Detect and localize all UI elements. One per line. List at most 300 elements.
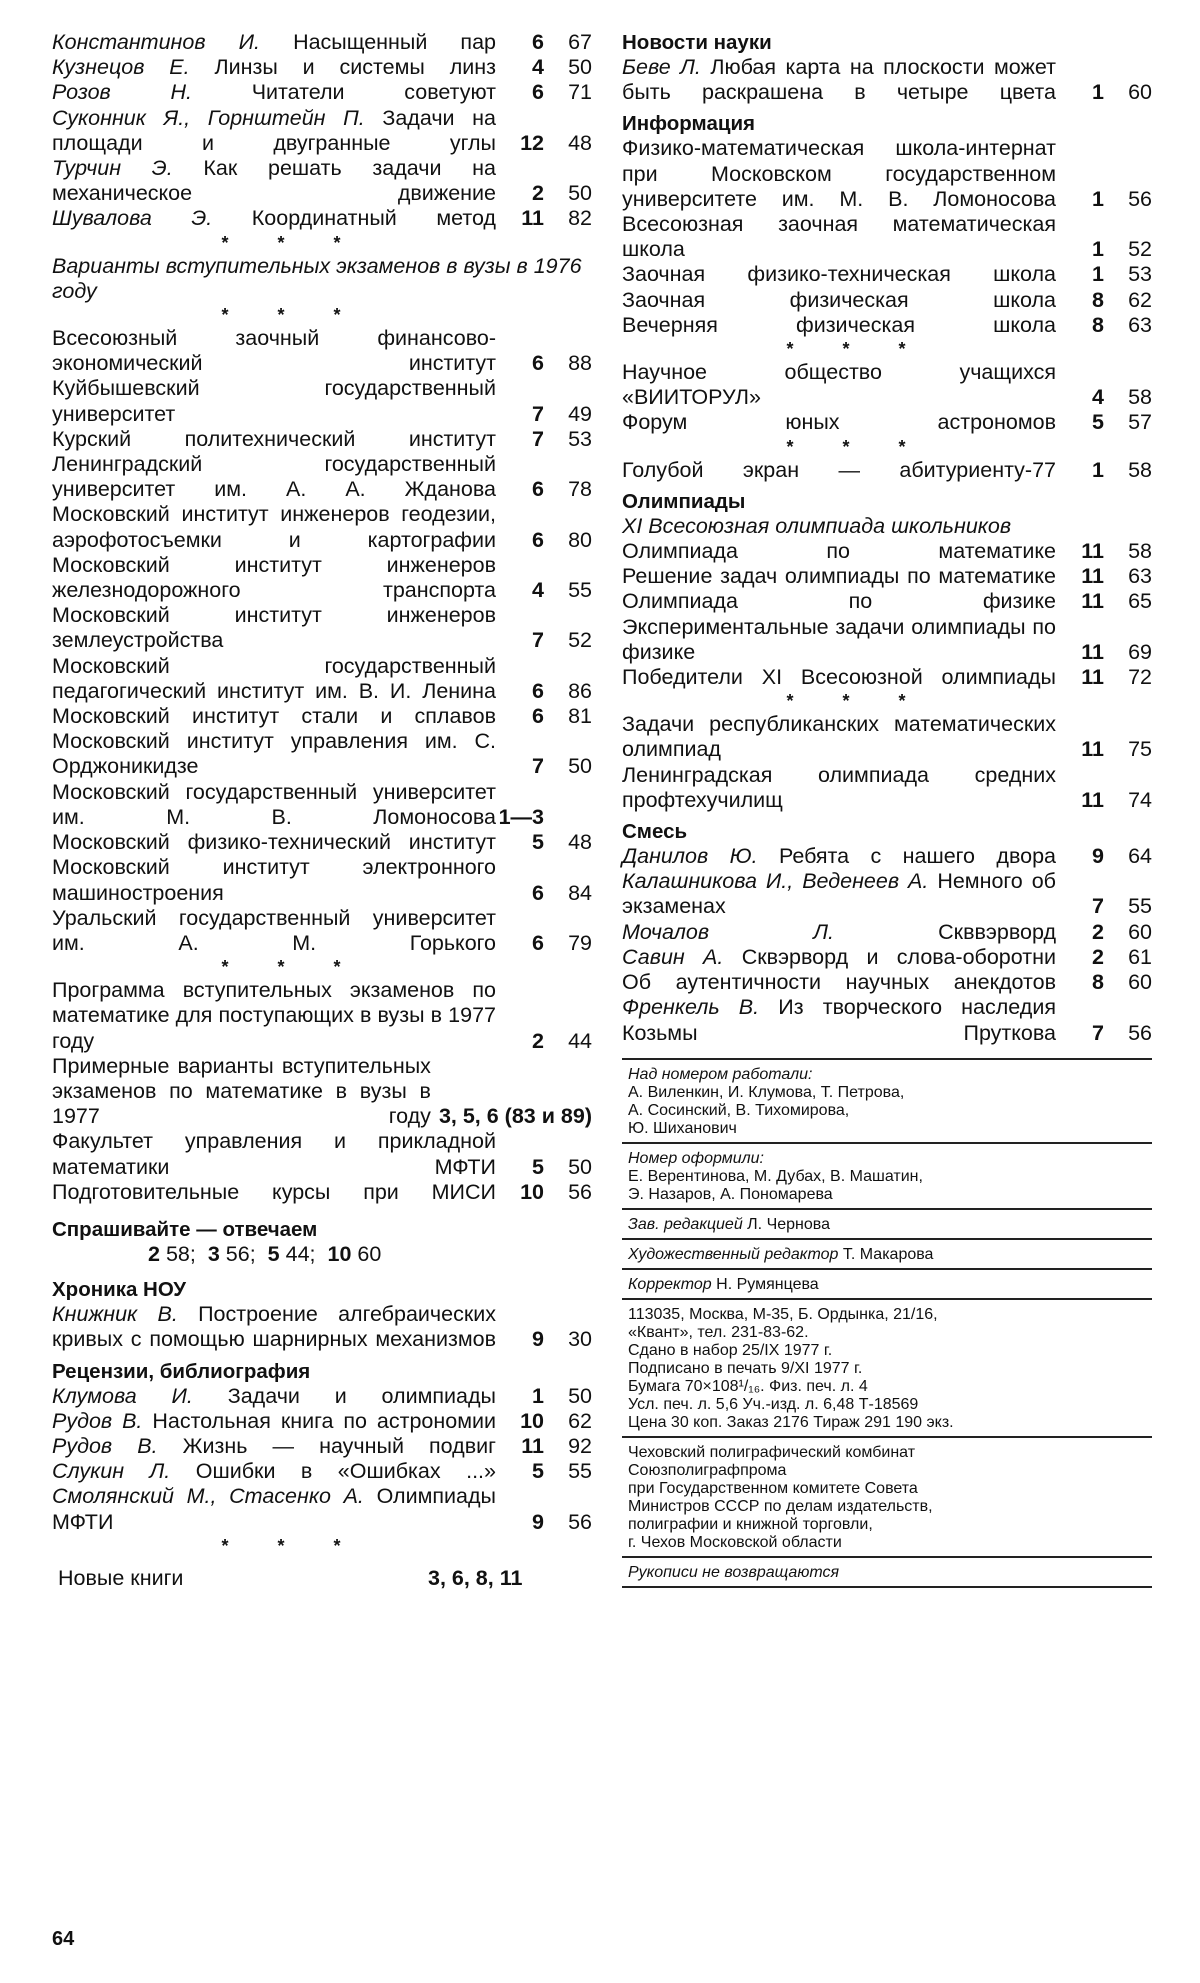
stars-divider: * * * bbox=[221, 305, 363, 326]
entry-page: 52 bbox=[1128, 237, 1152, 262]
index-entry bbox=[52, 30, 592, 55]
entry-text: Задачи на площади и двугранные углы bbox=[52, 105, 496, 155]
entry-page: 57 bbox=[1128, 410, 1152, 435]
masthead-line: Союзполиграфпрома bbox=[628, 1461, 787, 1479]
ask-ref: 3 56; bbox=[207, 1241, 256, 1266]
entry-text: Решение задач олимпиады по математике bbox=[622, 564, 1056, 589]
entry-page: 84 bbox=[568, 880, 592, 905]
index-entry bbox=[52, 729, 592, 779]
masthead-worked bbox=[622, 1060, 1152, 1144]
reviews-list bbox=[52, 1384, 592, 1535]
art-editor-name: Т. Макарова bbox=[842, 1245, 934, 1263]
entry-text: Уральский государственный университет им. А. М. Горького bbox=[52, 905, 496, 955]
entry-text: Ребята с нашего двора bbox=[778, 844, 1056, 869]
entry-page: 30 bbox=[568, 1327, 592, 1352]
index-entry bbox=[622, 410, 1152, 435]
corrector-name: Н. Румянцева bbox=[716, 1275, 819, 1293]
masthead bbox=[622, 1058, 1152, 1588]
entry-title bbox=[622, 539, 1056, 564]
entry-title bbox=[622, 945, 1056, 970]
stars-divider: * * * bbox=[786, 436, 928, 457]
entry-text: Немного об экзаменах bbox=[622, 869, 1056, 919]
entry-author: Суконник Я., Горнштейн П. bbox=[52, 105, 365, 130]
info-list bbox=[622, 136, 1152, 338]
entry-text: Жизнь — научный подвиг bbox=[182, 1433, 496, 1458]
masthead-manuscripts bbox=[622, 1558, 1152, 1588]
entry-issue: 7 bbox=[1092, 894, 1104, 919]
entry-issue: 7 bbox=[532, 754, 544, 779]
index-entry bbox=[622, 970, 1152, 995]
page-number: 64 bbox=[52, 1928, 75, 1950]
entry-text: Линзы и системы линз bbox=[214, 55, 496, 80]
entry-page: 75 bbox=[1128, 737, 1152, 762]
reviews-heading: Рецензии, библиография bbox=[52, 1359, 311, 1383]
index-entry bbox=[52, 1384, 592, 1409]
entry-issue: 6 bbox=[532, 351, 544, 376]
olymp-heading: Олимпиады bbox=[622, 489, 746, 513]
entry-title bbox=[622, 589, 1056, 614]
entry-issue: 11 bbox=[1081, 564, 1104, 589]
entry-text: Координатный метод bbox=[251, 206, 496, 231]
entry-page: 50 bbox=[568, 1154, 592, 1179]
entry-text: Московский институт электронного машиностроения bbox=[52, 855, 496, 905]
entry-page: 61 bbox=[1128, 944, 1152, 969]
entry-issue: 1 bbox=[1092, 262, 1104, 287]
index-entry bbox=[622, 995, 1152, 1045]
entry-issue: 10 bbox=[520, 1179, 544, 1204]
masthead-line: Чеховский полиграфический комбинат bbox=[628, 1443, 916, 1461]
entry-issue: 11 bbox=[521, 206, 544, 231]
entry-page: 55 bbox=[568, 578, 592, 603]
stars-divider: * * * bbox=[786, 691, 928, 712]
index-entry bbox=[52, 206, 592, 231]
entry-text: Из творческого наследия Козьмы Пруткова bbox=[622, 995, 1056, 1045]
entry-text: Об аутентичности научных анекдотов bbox=[622, 970, 1056, 995]
entry-title bbox=[622, 920, 1056, 945]
entry-issue: 9 bbox=[532, 1327, 544, 1352]
entry-text: Как решать задачи на механическое движение bbox=[52, 156, 496, 206]
entry-title bbox=[52, 206, 496, 231]
entry-title bbox=[52, 1054, 431, 1130]
entry-title bbox=[52, 30, 496, 55]
entry-issue: 6 bbox=[532, 80, 544, 105]
entry-issue: 11 bbox=[1081, 539, 1104, 564]
entry-text: Олимпиады МФТИ bbox=[52, 1484, 496, 1534]
entry-issue: 11 bbox=[1081, 737, 1104, 762]
entry-issue: 7 bbox=[532, 628, 544, 653]
entry-text: Вечерняя физическая школа bbox=[622, 312, 1056, 337]
entry-page: 60 bbox=[1128, 970, 1152, 995]
entry-issue: 5 bbox=[532, 830, 544, 855]
entry-title bbox=[52, 830, 496, 855]
entry-issue: 5 bbox=[532, 1154, 544, 1179]
entry-issue: 11 bbox=[1081, 787, 1104, 812]
entry-title bbox=[52, 1384, 496, 1409]
entry-issue: 6 bbox=[532, 477, 544, 502]
entry-author: Мочалов Л. bbox=[622, 919, 834, 944]
entry-text: Московский институт инженеров геодезии, аэрофотосъемки и картографии bbox=[52, 502, 496, 552]
olymp-list-2 bbox=[622, 712, 1152, 813]
index-entry bbox=[52, 106, 592, 156]
entry-text: Построение алгебраических кривых с помощью шарнирных механизмов bbox=[52, 1302, 496, 1352]
entry-issue: 8 bbox=[1092, 970, 1104, 995]
stars-divider: * * * bbox=[786, 339, 928, 360]
universities-list bbox=[52, 326, 592, 956]
entry-text: Задачи республиканских математических олимпиад bbox=[622, 712, 1056, 762]
entry-page: 52 bbox=[568, 628, 592, 653]
entry-title bbox=[622, 410, 1056, 435]
entry-title bbox=[622, 458, 1056, 483]
variants-heading: Варианты вступительных экзаменов в вузы в 1976 году bbox=[52, 253, 582, 303]
entry-issue: 6 bbox=[532, 930, 544, 955]
entry-author: Книжник В. bbox=[52, 1302, 178, 1327]
entry-title bbox=[622, 564, 1056, 589]
entry-issue: 6 bbox=[532, 30, 544, 54]
entry-page: 88 bbox=[568, 351, 592, 376]
index-entry bbox=[622, 136, 1152, 212]
index-entry bbox=[622, 288, 1152, 313]
entry-title bbox=[52, 906, 496, 956]
index-entry bbox=[52, 978, 592, 1054]
entry-issue: 12 bbox=[520, 130, 544, 155]
stars-divider: * * * bbox=[221, 232, 363, 253]
masthead-line: Бумага 70×108¹/₁₆. Физ. печ. л. 4 bbox=[628, 1377, 868, 1395]
index-entry bbox=[52, 553, 592, 603]
entry-title bbox=[52, 1180, 496, 1205]
entry-issue: 4 bbox=[532, 55, 544, 80]
left-column bbox=[52, 30, 592, 1591]
entry-page: 79 bbox=[568, 930, 592, 955]
entry-text: Физико-математическая школа-интернат при Московском государственном университете им. М. В. Ломоносова bbox=[622, 136, 1056, 211]
entry-issue: 8 bbox=[1092, 287, 1104, 312]
entry-issue: 3, 5, 6 (83 и 89) bbox=[438, 1104, 592, 1129]
index-entry bbox=[52, 1409, 592, 1434]
index-entry bbox=[52, 855, 592, 905]
entry-title bbox=[52, 106, 496, 156]
entry-page: 92 bbox=[568, 1433, 592, 1458]
entry-text: Насыщенный пар bbox=[293, 30, 496, 54]
worked-names: А. Сосинский, В. Тихомирова, bbox=[628, 1101, 850, 1119]
index-entry bbox=[52, 1180, 592, 1205]
masthead-line: Цена 30 коп. Заказ 2176 Тираж 291 190 экз. bbox=[628, 1413, 954, 1431]
entry-title bbox=[52, 654, 496, 704]
entry-page: 62 bbox=[1128, 287, 1152, 312]
masthead-line: Усл. печ. л. 5,6 Уч.-изд. л. 6,48 Т-18569 bbox=[628, 1395, 919, 1413]
masthead-editor bbox=[622, 1210, 1152, 1240]
masthead-line: «Квант», тел. 231-83-62. bbox=[628, 1323, 809, 1341]
entry-text: Заочная физическая школа bbox=[622, 287, 1056, 312]
editor-name: Л. Чернова bbox=[747, 1215, 830, 1233]
ask-refs bbox=[52, 1242, 592, 1267]
entry-title bbox=[52, 1409, 496, 1434]
index-entry bbox=[622, 920, 1152, 945]
entry-issue: 1 bbox=[532, 1383, 544, 1408]
entry-page: 67 bbox=[568, 30, 592, 54]
masthead-design bbox=[622, 1144, 1152, 1210]
entry-title bbox=[52, 553, 496, 603]
entry-page: 74 bbox=[1128, 787, 1152, 812]
entry-page: 49 bbox=[568, 401, 592, 426]
entry-text: Настольная книга по астрономии bbox=[152, 1408, 496, 1433]
chronicle-heading: Хроника НОУ bbox=[52, 1278, 187, 1302]
ask-heading: Спрашивайте — отвечаем bbox=[52, 1217, 318, 1241]
entry-issue: 11 bbox=[1081, 639, 1104, 664]
masthead-corrector bbox=[622, 1270, 1152, 1300]
index-entry bbox=[622, 212, 1152, 262]
index-entry bbox=[622, 665, 1152, 690]
entry-page: 53 bbox=[568, 426, 592, 451]
entry-page: 62 bbox=[568, 1408, 592, 1433]
entry-issue: 1 bbox=[1092, 80, 1104, 105]
entry-text: Всесоюзная заочная математическая школа bbox=[622, 212, 1056, 262]
entry-text: Московский институт инженеров землеустройства bbox=[52, 603, 496, 653]
masthead-line: Подписано в печать 9/XI 1977 г. bbox=[628, 1359, 863, 1377]
index-entry bbox=[52, 654, 592, 704]
entry-title bbox=[622, 55, 1056, 105]
entry-text: Читатели советуют bbox=[251, 80, 496, 105]
entry-page: 69 bbox=[1128, 639, 1152, 664]
entry-title bbox=[622, 360, 1056, 410]
entry-title bbox=[622, 712, 1056, 762]
entry-author: Клумова И. bbox=[52, 1383, 193, 1408]
entry-text: Московский институт стали и сплавов bbox=[52, 704, 496, 729]
new-books-row bbox=[52, 1565, 592, 1591]
ask-ref: 2 58; bbox=[148, 1241, 196, 1266]
index-entry bbox=[622, 360, 1152, 410]
entry-title bbox=[622, 665, 1056, 690]
design-label: Номер оформили: bbox=[628, 1149, 764, 1167]
entry-issue: 6 bbox=[532, 678, 544, 703]
entry-text: Заочная физико-техническая школа bbox=[622, 262, 1056, 287]
entry-page: 55 bbox=[1128, 894, 1152, 919]
entry-title bbox=[52, 55, 496, 80]
stars-divider: * * * bbox=[221, 957, 363, 978]
entry-text: Ошибки в «Ошибках ...» bbox=[195, 1459, 496, 1484]
masthead-line: Сдано в набор 25/IX 1977 г. bbox=[628, 1341, 833, 1359]
entry-issue: 6 bbox=[532, 527, 544, 552]
right-column bbox=[622, 30, 1152, 1588]
entry-title bbox=[52, 80, 496, 105]
index-entry bbox=[622, 262, 1152, 287]
misc-heading: Смесь bbox=[622, 820, 688, 844]
entry-page: 60 bbox=[1128, 919, 1152, 944]
entry-text: Куйбышевский государственный университет bbox=[52, 376, 496, 426]
entry-author: Смолянский М., Стасенко А. bbox=[52, 1484, 364, 1509]
entry-text: Задачи и олимпиады bbox=[227, 1383, 496, 1408]
index-entry bbox=[52, 376, 592, 426]
entry-page: 58 bbox=[1128, 457, 1152, 482]
index-entry bbox=[622, 615, 1152, 665]
entry-page: 56 bbox=[1128, 1020, 1152, 1045]
entry-text: Победители XI Всесоюзной олимпиады bbox=[622, 665, 1056, 690]
entry-page: 81 bbox=[568, 704, 592, 729]
entry-page: 50 bbox=[568, 1383, 592, 1408]
masthead-line: Министров СССР по делам издательств, bbox=[628, 1497, 933, 1515]
entry-text: Московский физико-технический институт bbox=[52, 830, 496, 855]
entry-text: Любая карта на плоскости может быть раскрашена в четыре цвета bbox=[622, 55, 1056, 105]
entry-text: Московский государственный университет им. М. В. Ломоносова bbox=[52, 779, 496, 829]
index-entry bbox=[52, 830, 592, 855]
entry-title bbox=[622, 995, 1056, 1045]
entry-page: 50 bbox=[568, 181, 592, 206]
entry-title bbox=[622, 136, 1056, 212]
index-entry bbox=[622, 55, 1152, 105]
index-entry bbox=[622, 869, 1152, 919]
entry-title bbox=[622, 615, 1056, 665]
design-names: Е. Верентинова, М. Дубах, В. Машатин, bbox=[628, 1167, 923, 1185]
index-entry bbox=[52, 1484, 592, 1534]
olymp-subheading: XI Всесоюзная олимпиада школьников bbox=[622, 513, 1012, 538]
entry-page: 63 bbox=[1128, 312, 1152, 337]
entry-page: 48 bbox=[568, 130, 592, 155]
entry-author: Рудов В. bbox=[52, 1408, 143, 1433]
stars-divider: * * * bbox=[221, 1535, 363, 1556]
entry-title bbox=[52, 704, 496, 729]
entry-text: Скввэрворд bbox=[938, 919, 1056, 944]
entry-text: Примерные варианты вступительных экзаменов по математике в вузы в 1977 году bbox=[52, 1053, 431, 1129]
entry-text: Московский государственный педагогический институт им. В. И. Ленина bbox=[52, 653, 496, 703]
entry-page: 56 bbox=[568, 1509, 592, 1534]
entry-text: Форум юных астрономов bbox=[622, 410, 1056, 435]
entry-issue: 11 bbox=[1081, 665, 1104, 690]
entry-title bbox=[52, 1302, 496, 1352]
new-books-issues: 3, 6, 8, 11 bbox=[428, 1565, 523, 1590]
entry-issue: 5 bbox=[1092, 410, 1104, 435]
entry-title bbox=[622, 212, 1056, 262]
design-names: Э. Назаров, А. Пономарева bbox=[628, 1185, 833, 1203]
entry-author: Шувалова Э. bbox=[52, 206, 213, 231]
entry-title bbox=[52, 729, 496, 779]
entry-page: 50 bbox=[568, 754, 592, 779]
worked-names: А. Виленкин, И. Клумова, Т. Петрова, bbox=[628, 1083, 905, 1101]
entry-issue: 2 bbox=[1092, 919, 1104, 944]
left-top-entries bbox=[52, 30, 592, 232]
entry-issue: 7 bbox=[532, 401, 544, 426]
misc-list bbox=[622, 844, 1152, 1046]
index-entry bbox=[52, 55, 592, 80]
entry-issue: 5 bbox=[532, 1459, 544, 1484]
entry-issue: 1 bbox=[1092, 237, 1104, 262]
index-entry bbox=[52, 603, 592, 653]
index-entry bbox=[622, 844, 1152, 869]
index-entry bbox=[52, 704, 592, 729]
entry-title bbox=[52, 978, 496, 1054]
ask-ref: 5 44; bbox=[267, 1241, 316, 1266]
entry-author: Френкель В. bbox=[622, 995, 760, 1020]
entry-text: Всесоюзный заочный финансово-экономический институт bbox=[52, 326, 496, 376]
entry-issue: 9 bbox=[1092, 844, 1104, 869]
new-books-label: Новые книги bbox=[58, 1565, 184, 1590]
science-list bbox=[622, 55, 1152, 105]
entry-issue: 10 bbox=[520, 1408, 544, 1433]
masthead-line: г. Чехов Московской области bbox=[628, 1533, 842, 1551]
corrector-label: Корректор bbox=[628, 1275, 712, 1293]
entry-title bbox=[52, 326, 496, 376]
editor-label: Зав. редакцией bbox=[628, 1215, 743, 1233]
entry-author: Савин А. bbox=[622, 944, 724, 969]
entry-text: Научное общество учащихся «ВИИТОРУЛ» bbox=[622, 360, 1056, 410]
entry-text: Ленинградская олимпиада средних профтехучилищ bbox=[622, 762, 1056, 812]
index-entry bbox=[622, 763, 1152, 813]
entry-title bbox=[52, 855, 496, 905]
entry-title bbox=[52, 502, 496, 552]
entry-page: 86 bbox=[568, 678, 592, 703]
entry-issue: 11 bbox=[521, 1433, 544, 1458]
index-entry bbox=[52, 427, 592, 452]
entry-author: Рудов В. bbox=[52, 1433, 158, 1458]
entry-page: 72 bbox=[1128, 665, 1152, 690]
masthead-line: 113035, Москва, М-35, Б. Ордынка, 21/16, bbox=[628, 1305, 938, 1323]
entry-issue: 1 bbox=[1092, 457, 1104, 482]
science-heading: Новости науки bbox=[622, 31, 772, 54]
entry-page: 82 bbox=[568, 206, 592, 231]
entry-author: Турчин Э. bbox=[52, 156, 173, 181]
entry-author: Слукин Л. bbox=[52, 1459, 171, 1484]
entry-page: 53 bbox=[1128, 262, 1152, 287]
index-entry bbox=[52, 326, 592, 376]
entry-title bbox=[622, 313, 1056, 338]
masthead-printer bbox=[622, 1438, 1152, 1558]
index-entry bbox=[52, 80, 592, 105]
masthead-art-editor bbox=[622, 1240, 1152, 1270]
entry-title bbox=[52, 427, 496, 452]
index-entry bbox=[622, 589, 1152, 614]
entry-text: Голубой экран — абитуриенту-77 bbox=[622, 457, 1056, 482]
entry-issue: 8 bbox=[1092, 312, 1104, 337]
art-editor-label: Художественный редактор bbox=[628, 1245, 839, 1263]
entry-title bbox=[622, 869, 1056, 919]
ask-ref: 10 60 bbox=[327, 1241, 382, 1266]
entry-title bbox=[52, 780, 496, 830]
entry-issue: 6 bbox=[532, 704, 544, 729]
index-entry bbox=[52, 156, 592, 206]
entry-issue: 11 bbox=[1081, 589, 1104, 614]
entry-issue: 7 bbox=[1092, 1020, 1104, 1045]
entry-title bbox=[52, 1129, 496, 1179]
entry-issue: 2 bbox=[532, 181, 544, 206]
entry-title bbox=[52, 603, 496, 653]
index-entry bbox=[52, 502, 592, 552]
entry-title bbox=[52, 452, 496, 502]
info-heading: Информация bbox=[622, 112, 756, 136]
entry-title bbox=[622, 844, 1056, 869]
chronicle-list bbox=[52, 1302, 592, 1352]
index-entry bbox=[622, 712, 1152, 762]
entry-title bbox=[52, 1459, 496, 1484]
entry-author: Розов Н. bbox=[52, 80, 192, 105]
index-entry bbox=[52, 1459, 592, 1484]
entry-title bbox=[52, 1434, 496, 1459]
index-entry bbox=[52, 452, 592, 502]
entry-title bbox=[52, 156, 496, 206]
entry-issue: 4 bbox=[532, 578, 544, 603]
index-entry bbox=[622, 313, 1152, 338]
entry-page: 50 bbox=[568, 55, 592, 80]
entry-author: Беве Л. bbox=[622, 55, 701, 79]
entry-text: Московский институт инженеров железнодорожного транспорта bbox=[52, 552, 496, 603]
index-entry bbox=[52, 1129, 592, 1179]
index-entry bbox=[622, 539, 1152, 564]
entry-page: 78 bbox=[568, 477, 592, 502]
entry-text: Олимпиада по физике bbox=[622, 589, 1056, 614]
entry-title bbox=[622, 262, 1056, 287]
entry-page: 63 bbox=[1128, 564, 1152, 589]
entry-author: Данилов Ю. bbox=[622, 844, 758, 869]
entry-issue: 4 bbox=[1092, 385, 1104, 410]
index-entry bbox=[52, 780, 592, 830]
entry-title bbox=[52, 376, 496, 426]
entry-issue: 2 bbox=[532, 1028, 544, 1053]
